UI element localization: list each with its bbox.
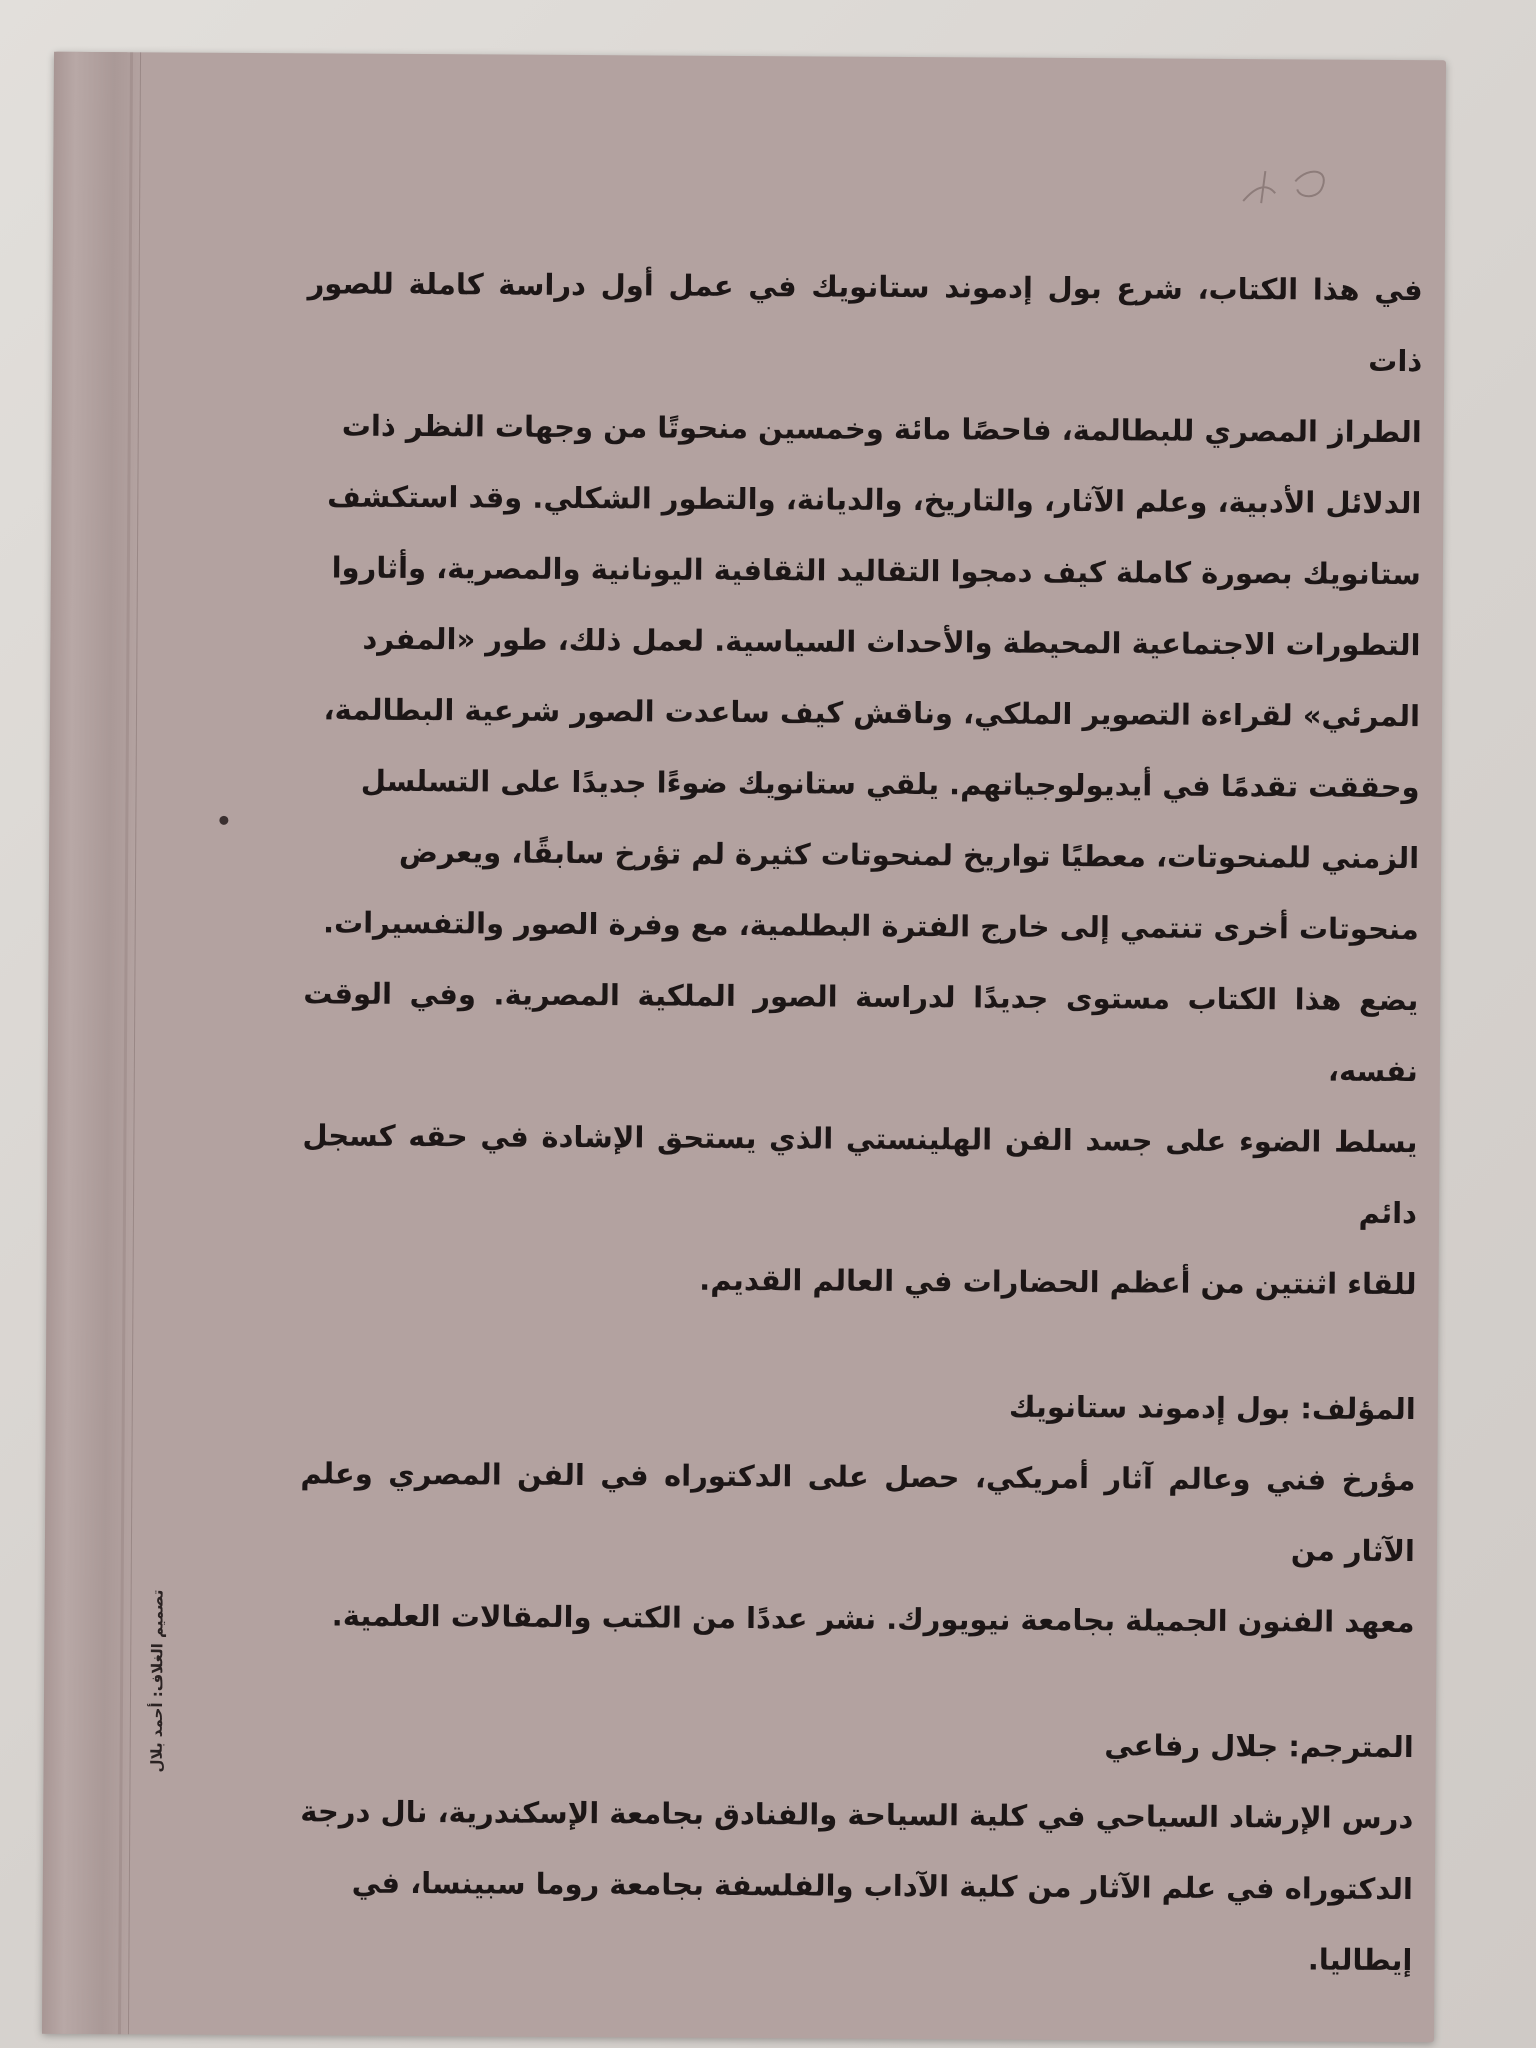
spacer xyxy=(301,1313,1416,1374)
intro-line: منحوتات أخرى تنتمي إلى خارج الفترة البطلمية، مع وفرة الصور والتفسيرات. xyxy=(322,905,1419,947)
book-spine xyxy=(42,52,141,2034)
author-bio-line: معهد الفنون الجميلة بجامعة نيويورك. نشر عددًا من الكتب والمقالات العلمية. xyxy=(331,1598,1415,1640)
intro-line: الدلائل الأدبية، وعلم الآثار، والتاريخ، والديانة، والتطور الشكلي. وقد استكشف xyxy=(327,479,1422,521)
intro-line: ستانويك بصورة كاملة كيف دمجوا التقاليد الثقافية اليونانية والمصرية، وأثاروا xyxy=(331,550,1422,592)
cover-design-credit: تصميم الغلاف: أحمد بلال xyxy=(147,1589,167,1773)
translator-bio-line: درس الإرشاد السياحي في كلية السياحة والفنادق بجامعة الإسكندرية، نال درجة xyxy=(300,1794,1414,1836)
author-heading: المؤلف: بول إدموند ستانويك xyxy=(1008,1389,1416,1427)
intro-line: التطورات الاجتماعية المحيطة والأحداث السياسية. لعمل ذلك، طور «المفرد xyxy=(362,621,1421,663)
translator-bio-line: إيطاليا. xyxy=(1307,1942,1413,1978)
pencil-mark xyxy=(1235,151,1337,212)
book-back-cover xyxy=(42,52,1446,2042)
translator-heading: المترجم: جلال رفاعي xyxy=(1104,1728,1414,1765)
blurb xyxy=(297,248,1423,1996)
intro-line: الزمني للمنحوتات، معطيًا تواريخ لمنحوتات كثيرة لم تؤرخ سابقًا، ويعرض xyxy=(398,834,1420,876)
translator-bio-line: الدكتوراه في علم الآثار من كلية الآداب والفلسفة بجامعة روما سبينسا، في xyxy=(351,1865,1413,1907)
intro-line: الطراز المصري للبطالمة، فاحصًا مائة وخمسين منحوتًا من وجهات النظر ذات xyxy=(341,408,1422,450)
intro-line: وحققت تقدمًا في أيديولوجياتهم. يلقي ستانويك ضوءًا جديدًا على التسلسل xyxy=(360,763,1420,805)
summary-line: يضع هذا الكتاب مستوى جديدًا لدراسة الصور الملكية المصرية. وفي الوقت نفسه، xyxy=(303,976,1419,1089)
spine-groove xyxy=(118,52,133,2034)
spacer xyxy=(299,1651,1414,1712)
author-bio-line: مؤرخ فني وعالم آثار أمريكي، حصل على الدكتوراه في الفن المصري وعلم الآثار من xyxy=(300,1456,1416,1569)
intro-line: المرئي» لقراءة التصوير الملكي، وناقش كيف ساعدت الصور شرعية البطالمة، xyxy=(323,692,1421,734)
intro-line: في هذا الكتاب، شرع بول إدموند ستانويك في عمل أول دراسة كاملة للصور ذات xyxy=(307,266,1423,379)
speck xyxy=(219,816,228,825)
summary-line: للقاء اثنتين من أعظم الحضارات في العالم القديم. xyxy=(699,1262,1417,1302)
summary-line: يسلط الضوء على جسد الفن الهلينستي الذي يستحق الإشادة في حقه كسجل دائم xyxy=(302,1118,1418,1231)
